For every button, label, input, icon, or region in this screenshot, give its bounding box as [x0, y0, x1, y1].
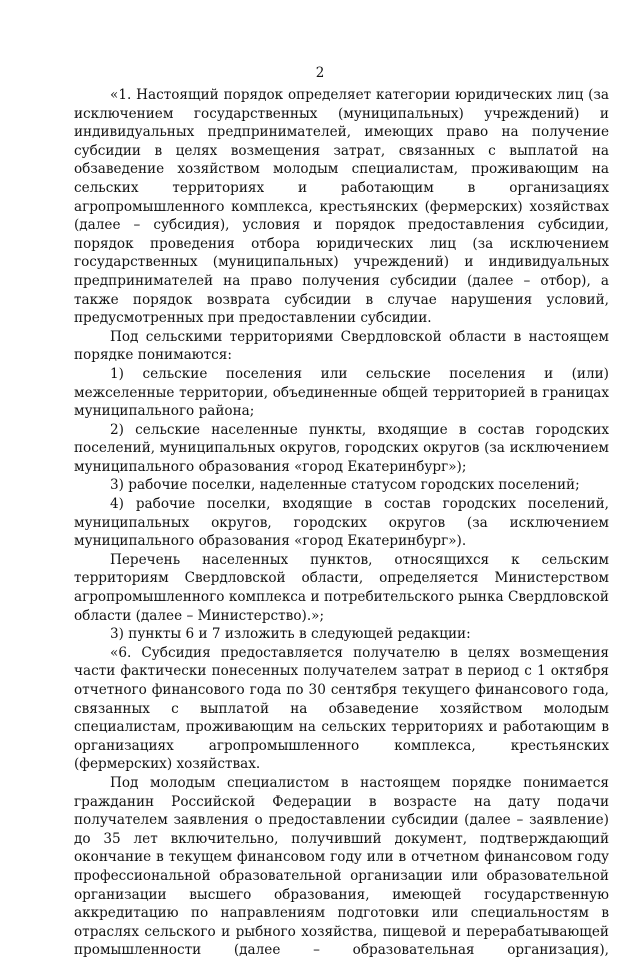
list-item-rural-settlements: 1) сельские поселения или сельские поселения и (или) межселенные территории, объединенные общей территорией в границах муниципального района;	[74, 365, 609, 420]
paragraph-subsidy-purpose: «6. Субсидия предоставляется получателю в целях возмещения части фактически понесенных получателем затрат в период с 1 октября отчетного финансового года по 30 сентября текущего финансового года, связанных с выплатой на обзаведение хозяйством молодым специалистам, проживающим на сельских территориях и работающим в организациях агропромышленного комплекса, крестьянских (фермерских) хозяйствах.	[74, 644, 609, 773]
paragraph-scope-definition: «1. Настоящий порядок определяет категории юридических лиц (за исключением государственных (муниципальных) учреждений) и индивидуальных предпринимателей, имеющих право на получение субсидии в целях возмещения затрат, связанных с выплатой на обзаведение хозяйством молодым специалистам, проживающим на сельских территориях и работающим в организациях агропромышленного комплекса, крестьянских (фермерских) хозяйствах (далее – субсидия), условия и порядок предоставления субсидии, порядок проведения отбора юридических лиц (за исключением государственных (муниципальных) учреждений) и индивидуальных предпринимателей на право получения субсидии (далее – отбор), а также порядок возврата субсидии в случае нарушения условий, предусмотренных при предоставлении субсидии.	[74, 87, 609, 327]
paragraph-young-specialist-definition: Под молодым специалистом в настоящем порядке понимается гражданин Российской Федерации в возрасте на дату подачи получателем заявления о предоставлении субсидии (далее – заявление) до 35 лет включительно, получивший документ, подтверждающий окончание в текущем финансовом году или в отчетном финансовом году профессиональной образовательной организации или образовательной организации высшего образования, имеющей государственную аккредитацию по направлениям подготовки или специальностям в отраслях сельского и рыбного хозяйства, пищевой и перерабатывающей промышленности (далее – образовательная организация),	[74, 774, 609, 959]
paragraph-rural-territories-intro: Под сельскими территориями Свердловской области в настоящем порядке понимаются:	[74, 328, 609, 364]
list-item-rural-localities: 2) сельские населенные пункты, входящие в состав городских поселений, муниципальных округов, городских округов (за исключением муниципального образования «город Екатеринбург»);	[74, 421, 609, 475]
page-number: 2	[315, 65, 325, 81]
document-body	[74, 86, 609, 960]
list-item-workers-settlements-status: 3) рабочие поселки, наделенные статусом городских поселений;	[110, 477, 580, 494]
paragraph-settlements-list: Перечень населенных пунктов, относящихся к сельским территориям Свердловской области, определяется Министерством агропромышленного комплекса и потребительского рынка Свердловской области (далее – Министерство).»;	[74, 551, 609, 624]
paragraph-amendment-points: 3) пункты 6 и 7 изложить в следующей редакции:	[110, 626, 471, 643]
list-item-workers-settlements-included: 4) рабочие поселки, входящие в состав городских поселений, муниципальных округов, городских округов (за исключением муниципального образования «город Екатеринбург»).	[74, 496, 609, 550]
